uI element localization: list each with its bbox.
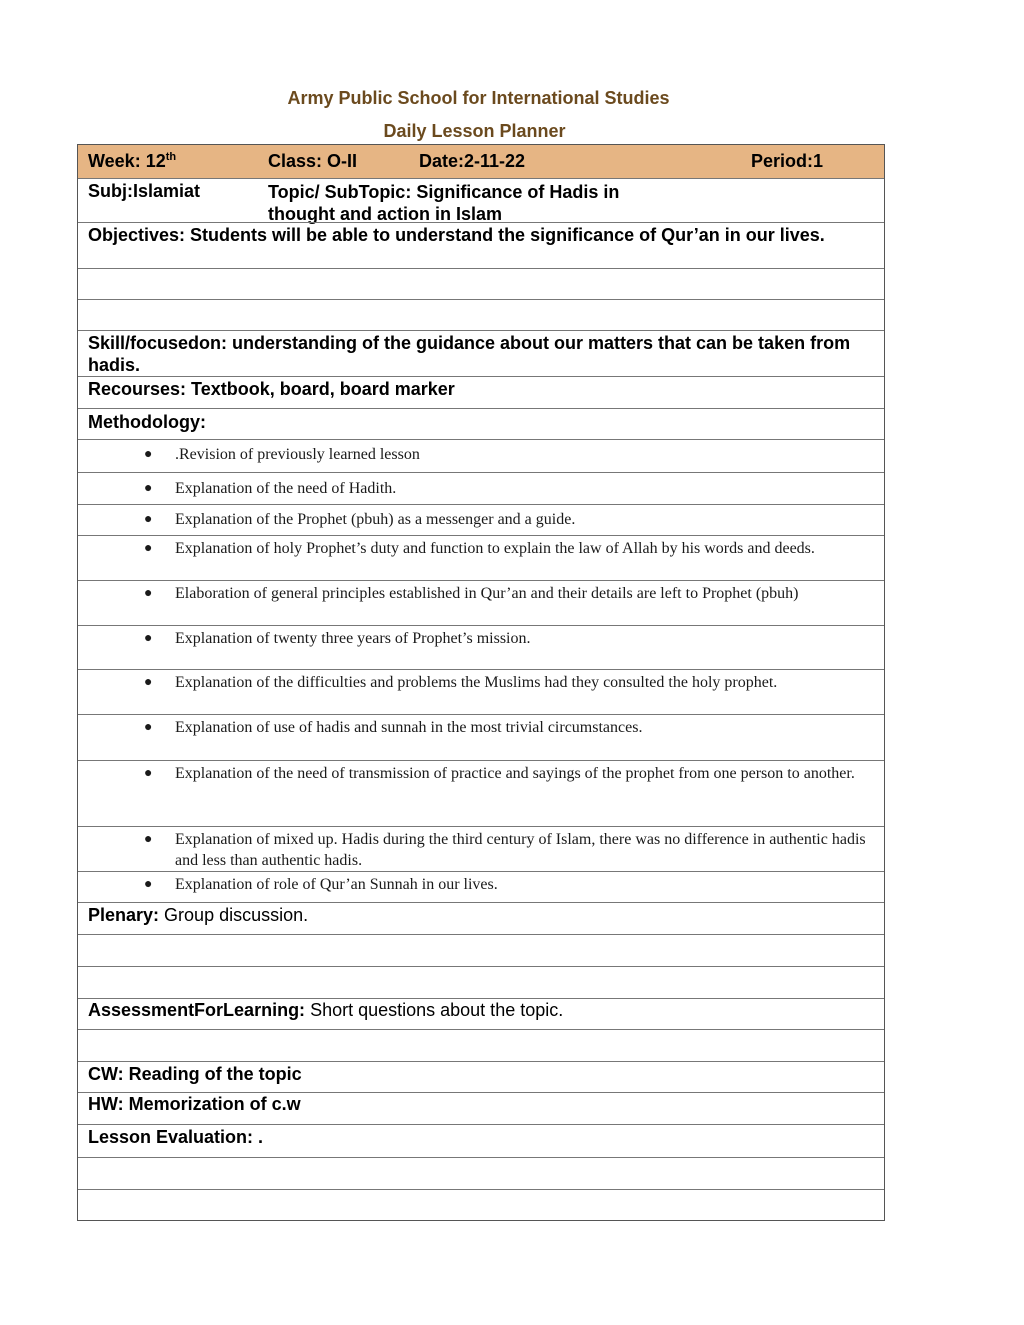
plenary-label: Plenary: [88,905,160,925]
blank-row [78,268,884,299]
school-name: Army Public School for International Studies [287,88,670,108]
bullet-icon: ● [144,586,153,601]
resources-text: Recourses: Textbook, board, board marker [88,379,455,399]
period-label: Period:1 [751,151,824,171]
assessment-label: AssessmentForLearning: [88,1000,306,1020]
methodology-item: ● Elaboration of general principles established in Qur’an and their details are left to Prophet (pbuh) [78,580,884,625]
blank-row [78,1029,884,1061]
bullet-icon: ● [144,766,153,781]
class-label: Class: O-II [268,151,358,171]
methodology-item: ● .Revision of previously learned lesson [78,439,884,472]
methodology-item: ● Explanation of the need of Hadith. [78,472,884,504]
header-row [78,145,884,178]
lesson-planner-table [77,144,885,1221]
blank-row [78,1189,884,1220]
bullet-icon: ● [144,720,153,735]
bullet-icon: ● [144,877,153,892]
methodology-item: ● Explanation of holy Prophet’s duty and function to explain the law of Allah by his words and deeds. [78,535,884,580]
methodology-item: ● Explanation of mixed up. Hadis during the third century of Islam, there was no difference in authentic hadis and less than authentic hadis. [78,826,884,871]
blank-row [78,934,884,966]
blank-row [78,966,884,998]
planner-title: Daily Lesson Planner [383,121,566,141]
bullet-icon: ● [144,512,153,527]
methodology-label: Methodology: [88,412,206,432]
skill-row [78,330,884,376]
blank-row [78,1157,884,1189]
classwork-row [78,1061,884,1092]
bullet-icon: ● [144,832,153,847]
methodology-row [78,408,884,439]
date-label: Date:2-11-22 [419,151,526,171]
assessment-row [78,998,884,1029]
evaluation-row [78,1124,884,1157]
bullet-icon: ● [144,631,153,646]
topic-label: Topic/ SubTopic: Significance of Hadis in thought and action in Islam [268,182,620,224]
subject-label: Subj:Islamiat [88,181,201,201]
subject-row [78,178,884,222]
objectives-row [78,222,884,268]
methodology-item: ● Explanation of use of hadis and sunnah in the most trivial circumstances. [78,714,884,760]
homework-text: HW: Memorization of c.w [88,1094,301,1114]
resources-row [78,376,884,408]
methodology-item: ● Explanation of role of Qur’an Sunnah in our lives. [78,871,884,902]
methodology-item: ● Explanation of the Prophet (pbuh) as a messenger and a guide. [78,504,884,535]
bullet-icon: ● [144,481,153,496]
methodology-item: ● Explanation of twenty three years of Prophet’s mission. [78,625,884,669]
plenary-text: Group discussion. [159,905,309,925]
homework-row [78,1092,884,1124]
objectives-text: Objectives: Students will be able to understand the significance of Qur’an in our lives. [88,225,825,245]
bullet-icon: ● [144,541,153,556]
skill-text: Skill/focusedon: understanding of the guidance about our matters that can be taken from hadis. [88,333,851,375]
assessment-text: Short questions about the topic. [305,1000,564,1020]
blank-row [78,299,884,330]
plenary-row [78,902,884,934]
methodology-item: ● Explanation of the difficulties and problems the Muslims had they consulted the holy prophet. [78,669,884,714]
bullet-icon: ● [144,675,153,690]
classwork-text: CW: Reading of the topic [88,1064,302,1084]
methodology-item: ● Explanation of the need of transmission of practice and sayings of the prophet from one person to another. [78,760,884,826]
week-label: Week: 12th [88,151,177,171]
bullet-icon: ● [144,447,153,462]
evaluation-text: Lesson Evaluation: . [88,1127,264,1147]
